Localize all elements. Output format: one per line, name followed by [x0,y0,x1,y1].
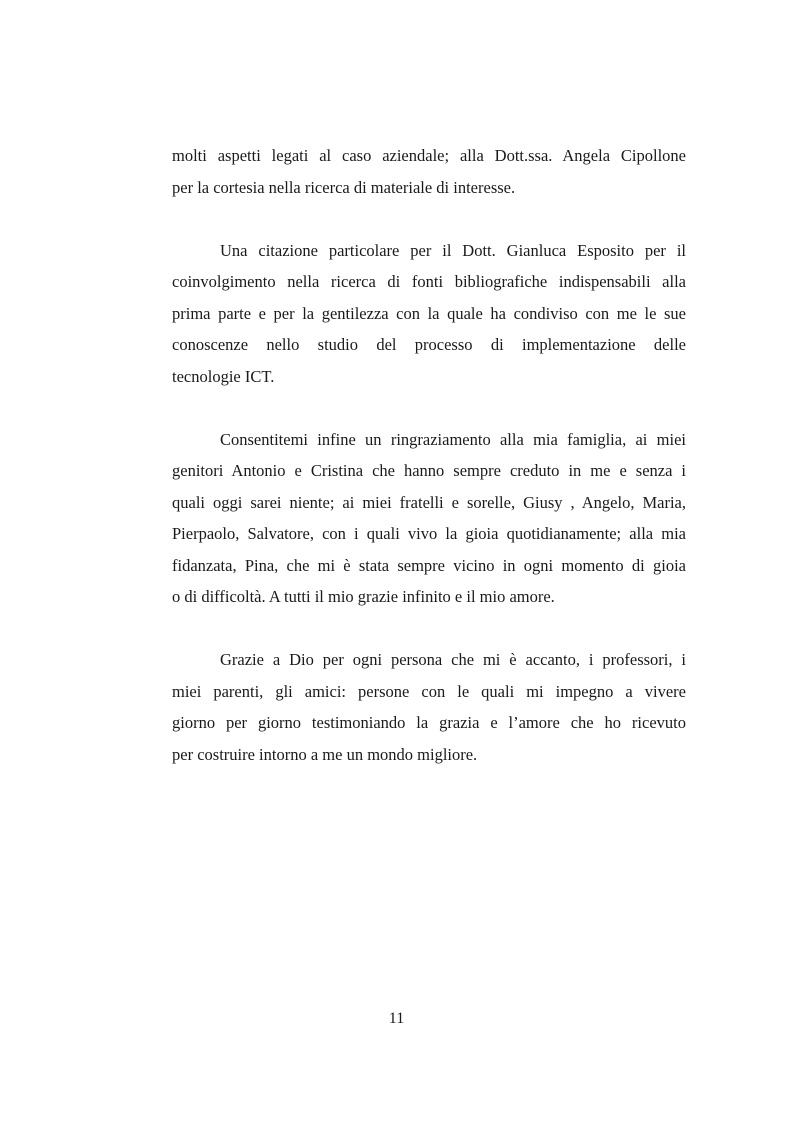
text-line: genitori Antonio e Cristina che hanno sempre creduto in me e senza i [172,461,686,480]
page-number: 11 [388,1010,405,1027]
text-line: per la cortesia nella ricerca di materiale di interesse. [172,177,516,197]
text-line: fidanzata, Pina, che mi è stata sempre vicino in ogni momento di gioia [172,555,686,575]
text-line: coinvolgimento nella ricerca di fonti bibliografiche indispensabili alla [172,272,686,291]
paragraph-3 [172,424,686,613]
paragraph-2 [172,235,686,393]
paragraph-4 [172,644,686,770]
text-line: quali oggi sarei niente; ai miei fratelli e sorelle, Giusy , Angelo, Maria, [172,492,686,512]
paragraph-1 [172,140,686,203]
text-line: tecnologie ICT. [172,366,275,386]
text-line: o di difficoltà. A tutti il mio grazie infinito e il mio amore. [172,587,555,606]
text-line: Grazie a Dio per ogni persona che mi è accanto, i professori, i [220,650,686,669]
text-line: conoscenze nello studio del processo di implementazione delle [172,335,686,354]
text-line: Pierpaolo, Salvatore, con i quali vivo la gioia quotidianamente; alla mia [172,524,686,543]
text-line: Una citazione particolare per il Dott. Gianluca Esposito per il [220,240,686,260]
body-text [172,140,686,770]
text-line: prima parte e per la gentilezza con la quale ha condiviso con me le sue [172,303,686,323]
text-line: molti aspetti legati al caso aziendale; alla Dott.ssa. Angela Cipollone [172,146,686,165]
text-line: per costruire intorno a me un mondo migliore. [172,744,478,764]
text-line: giorno per giorno testimoniando la grazia e l’amore che ho ricevuto [172,713,686,732]
text-line: Consentitemi infine un ringraziamento alla mia famiglia, ai miei [220,429,686,449]
text-line: miei parenti, gli amici: persone con le quali mi impegno a vivere [172,681,686,701]
